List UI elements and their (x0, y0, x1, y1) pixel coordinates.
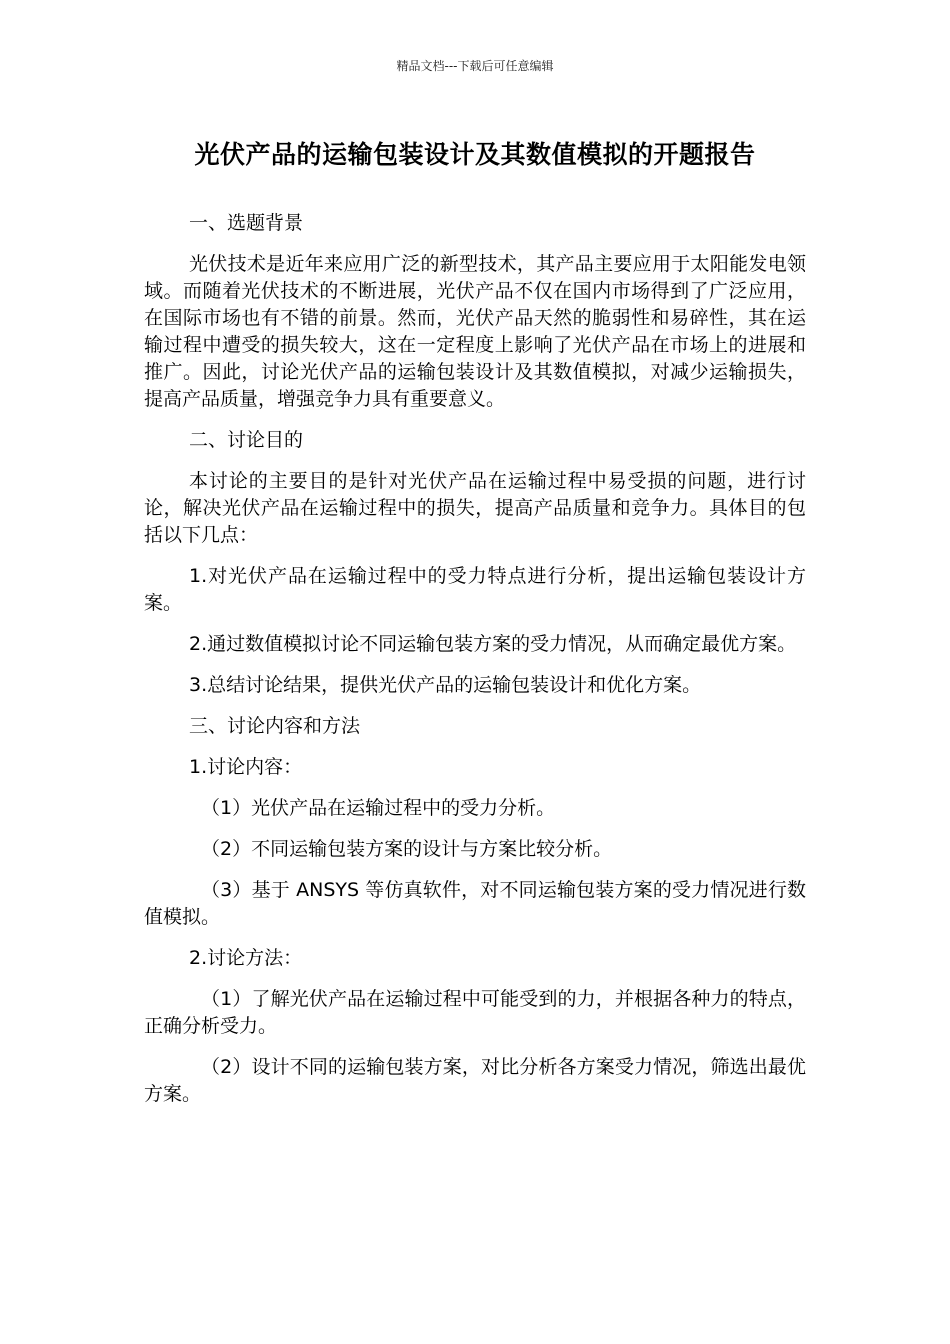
section-heading-content-method: 三、讨论内容和方法 (189, 715, 361, 737)
content-item-2: （2）不同运输包装方案的设计与方案比较分析。 (201, 838, 613, 860)
section-heading-background: 一、选题背景 (189, 212, 304, 234)
content-item-3: （3）基于 ANSYS 等仿真软件，对不同运输包装方案的受力情况进行数值模拟。 (144, 879, 806, 928)
purpose-item-2: 2.通过数值模拟讨论不同运输包装方案的受力情况，从而确定最优方案。 (189, 633, 797, 655)
paragraph-purpose: 本讨论的主要目的是针对光伏产品在运输过程中易受损的问题，进行讨论，解决光伏产品在运输过程中的损失，提高产品质量和竞争力。具体目的包括以下几点： (144, 470, 806, 546)
purpose-item-3: 3.总结讨论结果，提供光伏产品的运输包装设计和优化方案。 (189, 674, 702, 696)
purpose-item-1: 1.对光伏产品在运输过程中的受力特点进行分析，提出运输包装设计方案。 (144, 565, 806, 614)
document-title: 光伏产品的运输包装设计及其数值模拟的开题报告 (194, 140, 756, 169)
method-item-1: （1）了解光伏产品在运输过程中可能受到的力，并根据各种力的特点，正确分析受力。 (144, 988, 806, 1037)
method-item-2: （2）设计不同的运输包装方案，对比分析各方案受力情况，筛选出最优方案。 (144, 1056, 806, 1105)
subheading-method: 2.讨论方法： (189, 947, 303, 969)
document-body (144, 210, 806, 1122)
page-header: 精品文档---下载后可任意编辑 (396, 59, 554, 73)
content-item-1: （1）光伏产品在运输过程中的受力分析。 (201, 797, 556, 819)
subheading-content: 1.讨论内容： (189, 756, 303, 778)
section-heading-purpose: 二、讨论目的 (189, 429, 304, 451)
paragraph-background: 光伏技术是近年来应用广泛的新型技术，其产品主要应用于太阳能发电领域。而随着光伏技术的不断进展，光伏产品不仅在国内市场得到了广泛应用，在国际市场也有不错的前景。然而，光伏产品天然的脆弱性和易碎性，其在运输过程中遭受的损失较大，这在一定程度上影响了光伏产品在市场上的进展和推广。因此，讨论光伏产品的运输包装设计及其数值模拟，对减少运输损失，提高产品质量，增强竞争力具有重要意义。 (144, 253, 806, 410)
